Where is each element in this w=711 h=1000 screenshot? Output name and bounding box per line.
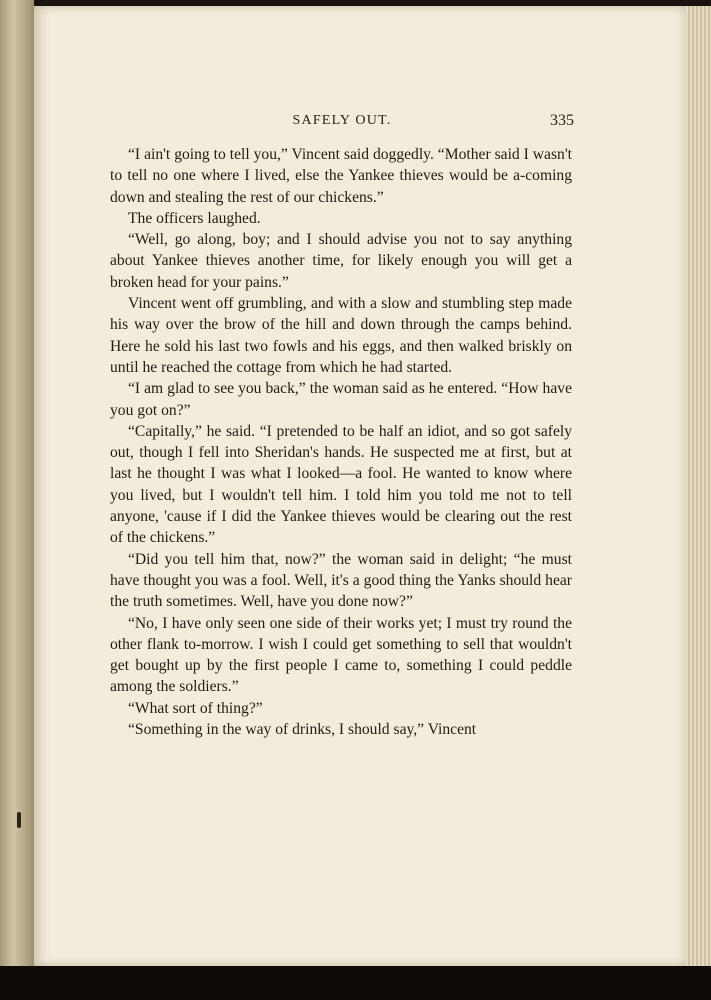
- paragraph: “I am glad to see you back,” the woman said as he entered. “How have you got on?”: [110, 380, 572, 419]
- paragraph: “Well, go along, boy; and I should advise you not to say anything about Yankee thieves another time, for likely enough you will get a broken head for your pains.”: [110, 231, 572, 291]
- page-edges: [686, 6, 711, 966]
- page-header: [110, 113, 574, 133]
- book-gutter: [0, 0, 34, 1000]
- margin-mark: [17, 812, 21, 828]
- paragraph: “I ain't going to tell you,” Vincent said doggedly. “Mother said I wasn't to tell no one where I lived, else the Yankee thieves would be a-coming down and stealing the rest of our chickens.”: [110, 146, 572, 206]
- paragraph: “Something in the way of drinks, I should say,” Vincent: [128, 721, 477, 739]
- paragraph: “No, I have only seen one side of their works yet; I must try round the other flank to-morrow. I wish I could get something to sell that wouldn't get bought up by the first people I came to, something I could peddle among the soldiers.”: [110, 614, 572, 696]
- page-number: 335: [550, 112, 574, 129]
- body-text: [110, 144, 572, 740]
- paragraph: “Capitally,” he said. “I pretended to be half an idiot, and so got safely out, though I fell into Sheridan's hands. He suspected me at first, but at last he thought I was what I looked—a fool. He wanted to know where you lived, but I wouldn't tell him. I told him you told me not to tell anyone, 'cause if I did the Yankee thieves would be clearing out the rest of the chickens.”: [110, 422, 572, 547]
- scan-background: [0, 966, 711, 1000]
- running-head: SAFELY OUT.: [292, 113, 392, 128]
- paragraph: “Did you tell him that, now?” the woman said in delight; “he must have thought you was a fool. Well, it's a good thing the Yanks should hear the truth sometimes. Well, have you done now?”: [110, 550, 572, 611]
- paragraph: “What sort of thing?”: [128, 699, 263, 717]
- paragraph: The officers laughed.: [128, 209, 261, 227]
- paragraph: Vincent went off grumbling, and with a slow and stumbling step made his way over the brow of the hill and down through the camps behind. Here he sold his last two fowls and his eggs, and then walked briskly on until he reached the cottage from which he had started.: [110, 295, 572, 376]
